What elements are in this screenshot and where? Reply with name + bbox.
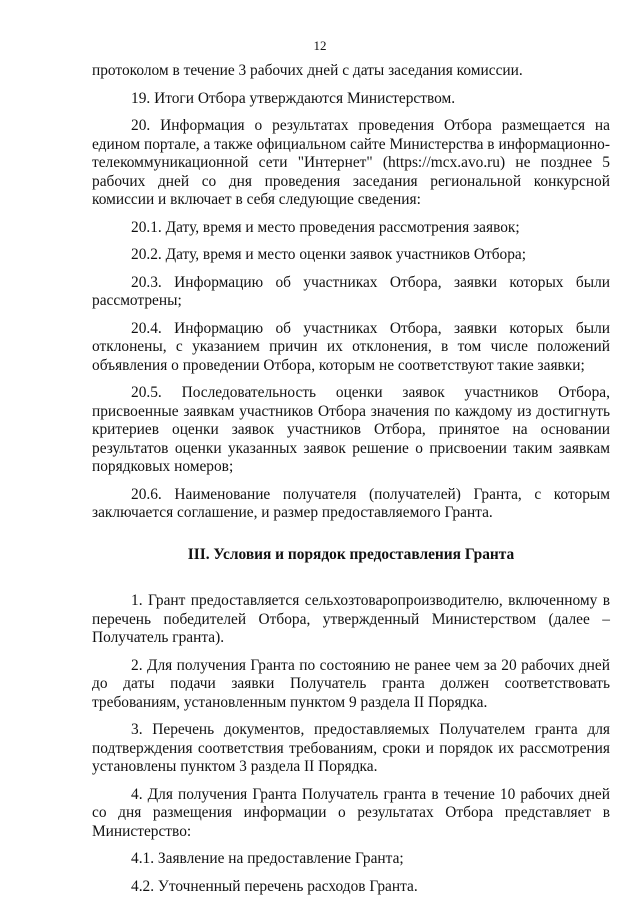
paragraph-iii-4: 4. Для получения Гранта Получатель гранта в течение 10 рабочих дней со дня размещения информации о результатах Отбора представляет в Министерство:	[92, 785, 610, 840]
paragraph-iii-3: 3. Перечень документов, предоставляемых Получателем гранта для подтверждения соответствия требованиям, сроки и порядок их рассмотрения установлены пунктом 3 раздела II Порядка.	[92, 721, 610, 775]
paragraph-20-4: 20.4. Информацию об участниках Отбора, заявки которых были отклонены, с указанием причин их отклонения, в том числе положений объявления о проведении Отбора, которым не соответствуют такие заявки;	[92, 319, 610, 374]
paragraph-iii-4-1: 4.1. Заявление на предоставление Гранта;	[131, 850, 404, 867]
paragraph-continuation: протоколом в течение 3 рабочих дней с даты заседания комиссии.	[92, 62, 523, 79]
paragraph-20-1: 20.1. Дату, время и место проведения рассмотрения заявок;	[131, 218, 520, 236]
paragraph-20-2: 20.2. Дату, время и место оценки заявок участников Отбора;	[131, 246, 527, 263]
paragraph-iii-4-2: 4.2. Уточненный перечень расходов Гранта.	[131, 877, 418, 895]
paragraph-20-3: 20.3. Информацию об участниках Отбора, заявки которых были рассмотрены;	[92, 273, 610, 309]
document-body	[92, 62, 610, 905]
page-number: 12	[313, 38, 327, 53]
section-heading: III. Условия и порядок предоставления Гранта	[187, 545, 515, 563]
paragraph-iii-1: 1. Грант предоставляется сельхозтоваропроизводителю, включенному в перечень победителей Отбора, утвержденный Министерством (далее – Получатель гранта).	[92, 592, 610, 646]
paragraph-20-6: 20.6. Наименование получателя (получателей) Гранта, с которым заключается соглашение, и размер предоставляемого Гранта.	[92, 485, 610, 521]
paragraph-19: 19. Итоги Отбора утверждаются Министерством.	[131, 89, 456, 107]
paragraph-iii-2: 2. Для получения Гранта по состоянию не ранее чем за 20 рабочих дней до даты подачи заявки Получатель гранта должен соответствовать требованиям, установленным пунктом 9 раздела II Порядка.	[92, 656, 610, 711]
paragraph-20-5: 20.5. Последовательность оценки заявок участников Отбора, присвоенные заявкам участников Отбора значения по каждому из достигнуть критериев оценки заявок участников Отбора, принятое на основании результатов оценки указанных заявок решение о присвоении таким заявкам порядковых номеров;	[92, 384, 610, 475]
paragraph-20: 20. Информация о результатах проведения Отбора размещается на едином портале, а также официальном сайте Министерства в информационно-телекоммуникационной сети "Интернет" (https://mcx.avo.ru) не позднее 5 рабочих дней со дня проведения заседания региональной конкурсной комиссии и включает в себя следующие сведения:	[92, 117, 610, 208]
